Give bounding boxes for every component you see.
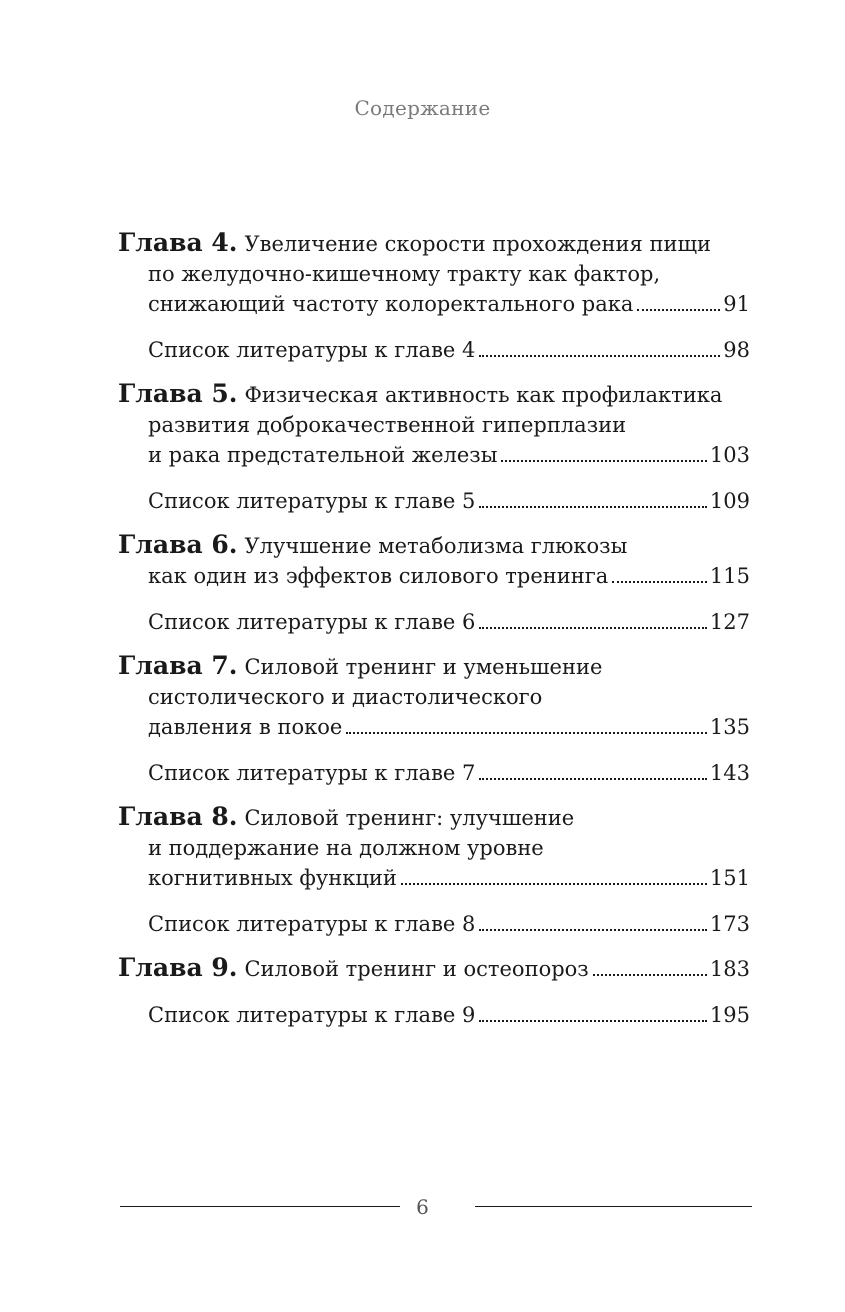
chapter-label: Глава 8. bbox=[118, 802, 238, 831]
chapter-title-line bbox=[118, 682, 750, 712]
chapter-title-line bbox=[118, 651, 750, 682]
chapter-label: Глава 5. bbox=[118, 379, 238, 408]
chapter-title-text: снижающий частоту колоректального рака bbox=[148, 292, 634, 316]
page-number: 173 bbox=[709, 912, 750, 936]
dot-leader bbox=[479, 1020, 707, 1022]
toc-references-4[interactable] bbox=[118, 335, 750, 365]
chapter-title-line bbox=[118, 833, 750, 863]
page-number: 135 bbox=[709, 715, 750, 739]
chapter-title-text: Силовой тренинг и остеопороз bbox=[244, 957, 589, 981]
chapter-title-line bbox=[118, 440, 750, 470]
chapter-title-line bbox=[118, 259, 750, 289]
chapter-title-line bbox=[118, 379, 750, 410]
toc-references-7[interactable] bbox=[118, 758, 750, 788]
dot-leader bbox=[479, 929, 707, 931]
chapter-label: Глава 4. bbox=[118, 228, 238, 257]
dot-leader bbox=[593, 974, 707, 976]
chapter-title-text: Силовой тренинг и уменьшение bbox=[244, 655, 603, 679]
table-of-contents bbox=[118, 228, 750, 1044]
running-head: Содержание bbox=[354, 96, 491, 120]
chapter-title-text: Силовой тренинг: улучшение bbox=[244, 806, 575, 830]
references-text: Список литературы к главе 9 bbox=[148, 1003, 476, 1027]
page-number: 127 bbox=[709, 610, 750, 634]
chapter-title-text: Физическая активность как профилактика bbox=[244, 383, 723, 407]
chapter-title-line bbox=[118, 410, 750, 440]
chapter-label: Глава 9. bbox=[118, 953, 238, 982]
page-number: 109 bbox=[709, 489, 750, 513]
dot-leader bbox=[401, 883, 707, 885]
chapter-title-line bbox=[118, 712, 750, 742]
references-text: Список литературы к главе 8 bbox=[148, 912, 476, 936]
page-number: 98 bbox=[723, 338, 750, 362]
toc-references-5[interactable] bbox=[118, 486, 750, 516]
dot-leader bbox=[612, 581, 707, 583]
chapter-title-text: Улучшение метаболизма глюкозы bbox=[244, 534, 628, 558]
chapter-title-line bbox=[118, 802, 750, 833]
toc-chapter-8[interactable] bbox=[118, 802, 750, 893]
toc-chapter-7[interactable] bbox=[118, 651, 750, 742]
references-text: Список литературы к главе 4 bbox=[148, 338, 476, 362]
page-number: 143 bbox=[709, 761, 750, 785]
dot-leader bbox=[479, 627, 707, 629]
chapter-label: Глава 6. bbox=[118, 530, 238, 559]
toc-chapter-6[interactable] bbox=[118, 530, 750, 591]
toc-chapter-9[interactable] bbox=[118, 953, 750, 984]
chapter-title-line bbox=[118, 289, 750, 319]
chapter-title-text: давления в покое bbox=[148, 715, 343, 739]
chapter-title-line bbox=[118, 953, 750, 984]
chapter-title-text: и поддержание на должном уровне bbox=[148, 836, 544, 860]
page-number: 103 bbox=[709, 443, 750, 467]
chapter-title-text: когнитивных функций bbox=[148, 866, 397, 890]
dot-leader bbox=[479, 355, 720, 357]
toc-chapter-5[interactable] bbox=[118, 379, 750, 470]
references-text: Список литературы к главе 5 bbox=[148, 489, 476, 513]
page-number: 183 bbox=[709, 957, 750, 981]
toc-references-6[interactable] bbox=[118, 607, 750, 637]
dot-leader bbox=[501, 460, 706, 462]
chapter-label: Глава 7. bbox=[118, 651, 238, 680]
page-number: 195 bbox=[709, 1003, 750, 1027]
toc-chapter-4[interactable] bbox=[118, 228, 750, 319]
dot-leader bbox=[346, 732, 707, 734]
chapter-title-text: Увеличение скорости прохождения пищи bbox=[244, 232, 711, 256]
dot-leader bbox=[479, 506, 707, 508]
chapter-title-line bbox=[118, 228, 750, 259]
page-number: 115 bbox=[709, 564, 750, 588]
dot-leader bbox=[479, 778, 707, 780]
dot-leader bbox=[637, 309, 720, 311]
chapter-title-text: как один из эффектов силового тренинга bbox=[148, 564, 609, 588]
chapter-title-text: систолического и диастолического bbox=[148, 685, 543, 709]
chapter-title-text: по желудочно-кишечному тракту как фактор, bbox=[148, 262, 661, 286]
page-number: 151 bbox=[709, 866, 750, 890]
references-text: Список литературы к главе 7 bbox=[148, 761, 476, 785]
chapter-title-line bbox=[118, 863, 750, 893]
chapter-title-line bbox=[118, 561, 750, 591]
chapter-title-text: развития доброкачественной гиперплазии bbox=[148, 413, 627, 437]
toc-references-9[interactable] bbox=[118, 1000, 750, 1030]
toc-references-8[interactable] bbox=[118, 909, 750, 939]
footer-rule-right bbox=[475, 1206, 752, 1207]
footer-page-number: 6 bbox=[416, 1195, 429, 1219]
chapter-title-text: и рака предстательной железы bbox=[148, 443, 498, 467]
references-text: Список литературы к главе 6 bbox=[148, 610, 476, 634]
chapter-title-line bbox=[118, 530, 750, 561]
page-number: 91 bbox=[723, 292, 750, 316]
